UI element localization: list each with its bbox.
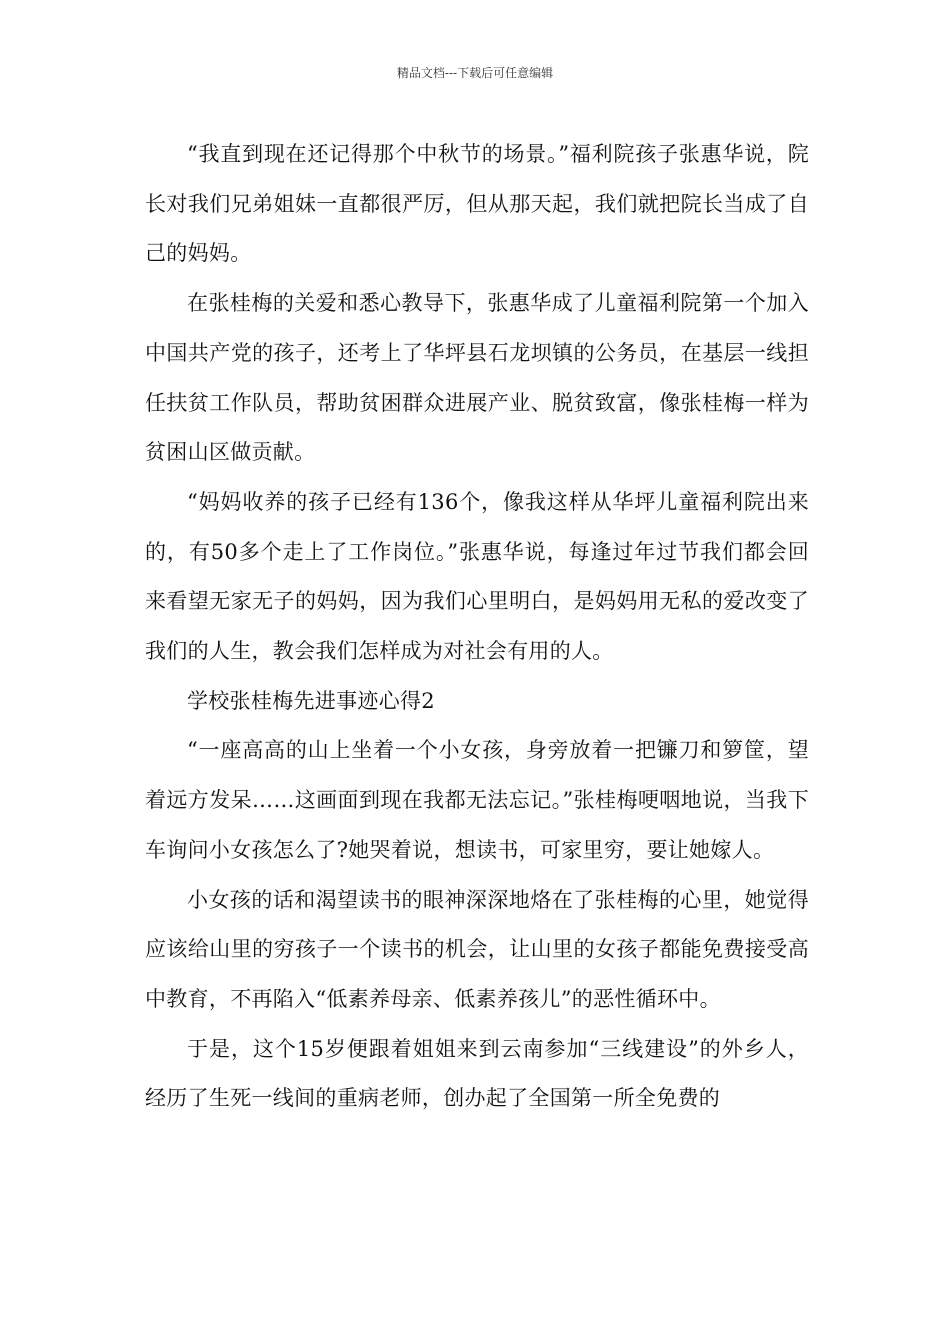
paragraph-3: “妈妈收养的孩子已经有136个，像我这样从华坪儿童福利院出来的，有50多个走上了工作岗位。”张惠华说，每逢过年过节我们都会回来看望无家无子的妈妈，因为我们心里明白，是妈妈用无私的爱改变了我们的人生，教会我们怎样成为对社会有用的人。 [145,489,809,664]
section-heading: 学校张桂梅先进事迹心得2 [187,688,435,713]
paragraph-1: “我直到现在还记得那个中秋节的场景。”福利院孩子张惠华说，院长对我们兄弟姐妹一直都很严厉，但从那天起，我们就把院长当成了自己的妈妈。 [145,142,809,266]
document-body [145,130,809,1124]
paragraph-5: 小女孩的话和渴望读书的眼神深深地烙在了张桂梅的心里，她觉得应该给山里的穷孩子一个读书的机会，让山里的女孩子都能免费接受高中教育，不再陷入“低素养母亲、低素养孩儿”的恶性循环中。 [145,887,809,1011]
paragraph-2: 在张桂梅的关爱和悉心教导下，张惠华成了儿童福利院第一个加入中国共产党的孩子，还考上了华坪县石龙坝镇的公务员，在基层一线担任扶贫工作队员，帮助贫困群众进展产业、脱贫致富，像张桂梅一样为贫困山区做贡献。 [145,291,809,465]
paragraph-6: 于是，这个15岁便跟着姐姐来到云南参加“三线建设”的外乡人，经历了生死一线间的重病老师，创办起了全国第一所全免费的 [145,1036,809,1111]
page-header: 精品文档---下载后可任意编辑 [396,66,554,80]
paragraph-4: “一座高高的山上坐着一个小女孩，身旁放着一把镰刀和箩筐，望着远方发呆……这画面到现在我都无法忘记。”张桂梅哽咽地说，当我下车询问小女孩怎么了?她哭着说，想读书，可家里穷，要让她嫁人。 [145,738,809,862]
